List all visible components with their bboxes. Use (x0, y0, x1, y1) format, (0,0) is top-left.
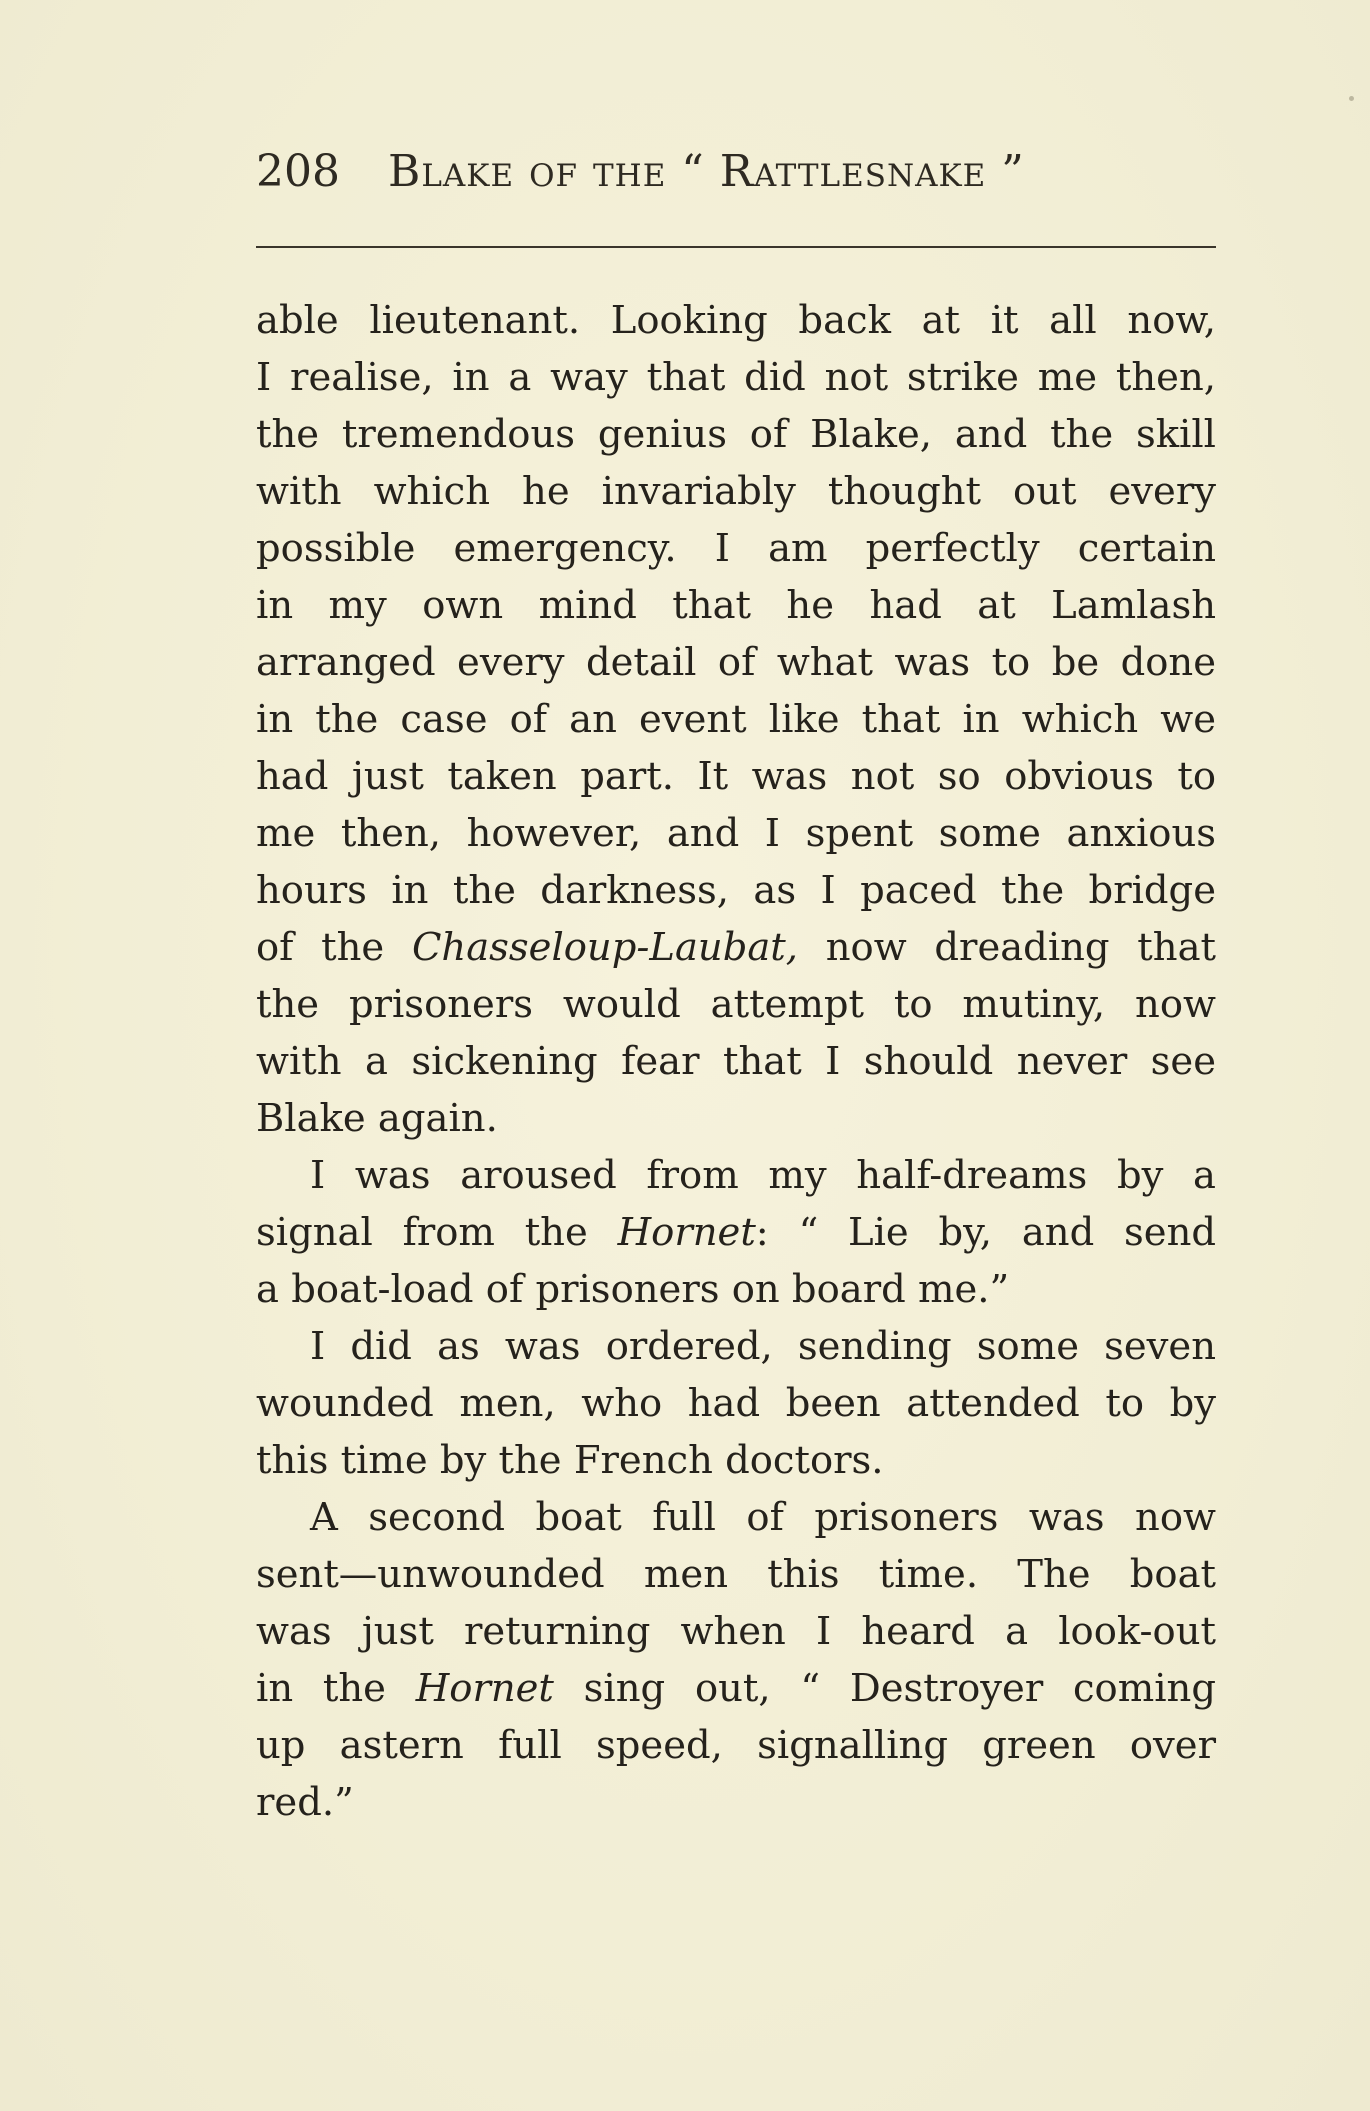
text-line: I realise, in a way that did not strike me then, (256, 355, 1216, 400)
text-line: had just taken part. It was not so obvious to (256, 754, 1216, 799)
ship-name-italic: Chasseloup-Laubat, (411, 925, 799, 970)
text-line: A second boat full of prisoners was now (310, 1495, 1216, 1540)
paper-speck (1349, 96, 1354, 101)
text-line: this time by the French doctors. (256, 1438, 884, 1483)
text-segment: in the (256, 1666, 416, 1711)
text-line: the tremendous genius of Blake, and the skill (256, 412, 1216, 457)
text-line: Blake again. (256, 1096, 498, 1141)
text-line: was just returning when I heard a look-out (256, 1609, 1216, 1654)
running-title: Blake of the “ Rattlesnake ” (387, 146, 1025, 197)
text-line: in the case of an event like that in which we (256, 697, 1216, 742)
text-line: I did as was ordered, sending some seven (310, 1324, 1216, 1369)
text-line: possible emergency. I am perfectly certain (256, 526, 1216, 571)
text-line: the prisoners would attempt to mutiny, now (256, 982, 1216, 1027)
text-line: with which he invariably thought out every (256, 469, 1216, 514)
text-segment: of the (256, 925, 412, 970)
text-line-with-italic (256, 919, 1216, 976)
body-text (256, 292, 1216, 1831)
text-line: a boat-load of prisoners on board me.” (256, 1267, 1010, 1312)
text-line: arranged every detail of what was to be done (256, 640, 1216, 685)
ship-name-italic: Hornet (415, 1666, 554, 1711)
text-segment: : “ Lie by, and send (755, 1210, 1217, 1255)
text-line-with-italic (256, 1204, 1216, 1261)
text-line: me then, however, and I spent some anxious (256, 811, 1216, 856)
text-line: wounded men, who had been attended to by (256, 1381, 1216, 1426)
text-line: up astern full speed, signalling green over (256, 1723, 1216, 1768)
text-line: sent—unwounded men this time. The boat (256, 1552, 1216, 1597)
text-line: able lieutenant. Looking back at it all now, (256, 298, 1216, 343)
page-number: 208 (256, 146, 340, 197)
text-segment: signal from the (256, 1210, 618, 1255)
text-segment: now dreading that (798, 925, 1216, 970)
text-segment: sing out, “ Destroyer coming (553, 1666, 1216, 1711)
text-line-with-italic (256, 1660, 1216, 1717)
text-line: red.” (256, 1780, 354, 1825)
running-header (256, 142, 1216, 202)
text-line: with a sickening fear that I should never see (256, 1039, 1216, 1084)
text-line: hours in the darkness, as I paced the bridge (256, 868, 1216, 913)
header-rule (256, 246, 1216, 248)
ship-name-italic: Hornet (617, 1210, 756, 1255)
text-line: I was aroused from my half-dreams by a (310, 1153, 1216, 1198)
text-line: in my own mind that he had at Lamlash (256, 583, 1216, 628)
